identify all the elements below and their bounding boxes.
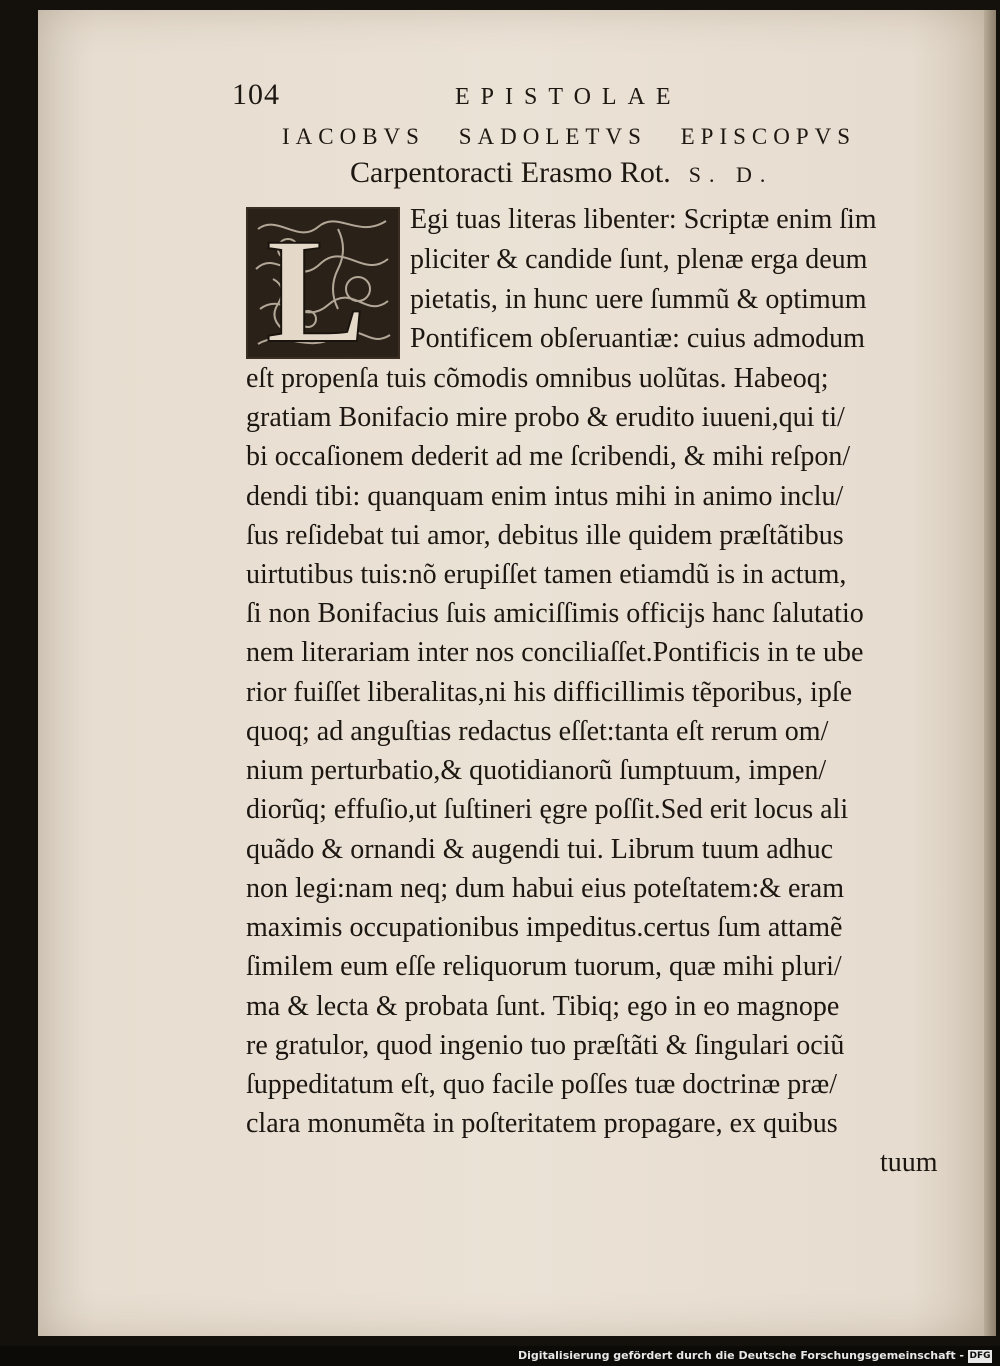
initial-letter-glyph: L [266,209,367,357]
heading-recipient-text: Carpentoracti Erasmo Rot. [350,156,671,189]
text-line: quãdo & ornandi & augendi tui. Librum tuum adhuc [246,834,834,865]
text-line: non legi:nam neq; dum habui eius poteſtatem:& eram [246,873,844,904]
funding-credit: Digitalisierung gefördert durch die Deutsche Forschungsgemeinschaft - [517,1349,964,1362]
text-line: eſt propenſa tuis cõmodis omnibus uolũtas. Habeoq; [246,363,829,394]
text-line: re gratulor, quod ingenio tuo præſtãti & ſingulari ociũ [246,1030,845,1061]
page-edge [984,10,996,1336]
text-line: Egi tuas literas libenter: Scriptæ enim ſim [410,204,877,235]
text-line: gratiam Bonifacio mire probo & erudito iuueni,qui ti/ [246,402,845,433]
text-line: pietatis, in hunc uere ſummũ & optimum [410,284,867,315]
text-line: nium perturbatio,& quotidianorũ ſumptuum, impen/ [246,755,827,786]
catchword: tuum [880,1147,938,1178]
text-line: quoq; ad anguſtias redactus eſſet:tanta eſt rerum om/ [246,716,829,747]
text-line: bi occaſionem dederit ad me ſcribendi, & mihi reſpon/ [246,441,851,472]
text-line: ſi non Bonifacius ſuis amiciſſimis officijs hanc ſalutatio [246,598,864,629]
text-line: ſimilem eum eſſe reliquorum tuorum, quæ mihi pluri/ [246,951,842,982]
letter-heading-author: IACOBVS SADOLETVS EPISCOPVS [282,124,857,149]
text-line: dendi tibi: quanquam enim intus mihi in animo inclu/ [246,481,844,512]
running-head: EPISTOLAE [455,84,682,110]
text-line: pliciter & candide ſunt, plenæ erga deum [410,244,868,275]
text-line: ſus reſidebat tui amor, debitus ille quidem præſtãtibus [246,520,844,551]
text-line: ma & lecta & probata ſunt. Tibiq; ego in eo magnope [246,991,840,1022]
text-line: diorũq; effuſio,ut ſuſtineri ęgre poſſit.Sed erit locus ali [246,794,849,825]
text-line: uirtutibus tuis:nõ erupiſſet tamen etiamdũ is in actum, [246,559,847,590]
text-line: ſuppeditatum eſt, quo facile poſſes tuæ doctrinæ præ/ [246,1069,838,1100]
decorated-initial [246,207,400,359]
salutation-abbrev: S. D. [688,162,774,187]
text-line: nem literariam inter nos conciliaſſet.Pontificis in te ube [246,637,864,668]
dfg-logo: DFG [969,1351,991,1361]
text-line: clara monumẽta in poſteritatem propagare, ex quibus [246,1108,838,1139]
page-number: 104 [232,78,280,111]
text-line: rior fuiſſet liberalitas,ni his difficillimis tẽporibus, ipſe [246,677,853,708]
text-line: maximis occupationibus impeditus.certus ſum attamẽ [246,912,843,943]
letter-heading-recipient [350,156,773,190]
text-line: Pontificem obſeruantiæ: cuius admodum [410,323,865,354]
